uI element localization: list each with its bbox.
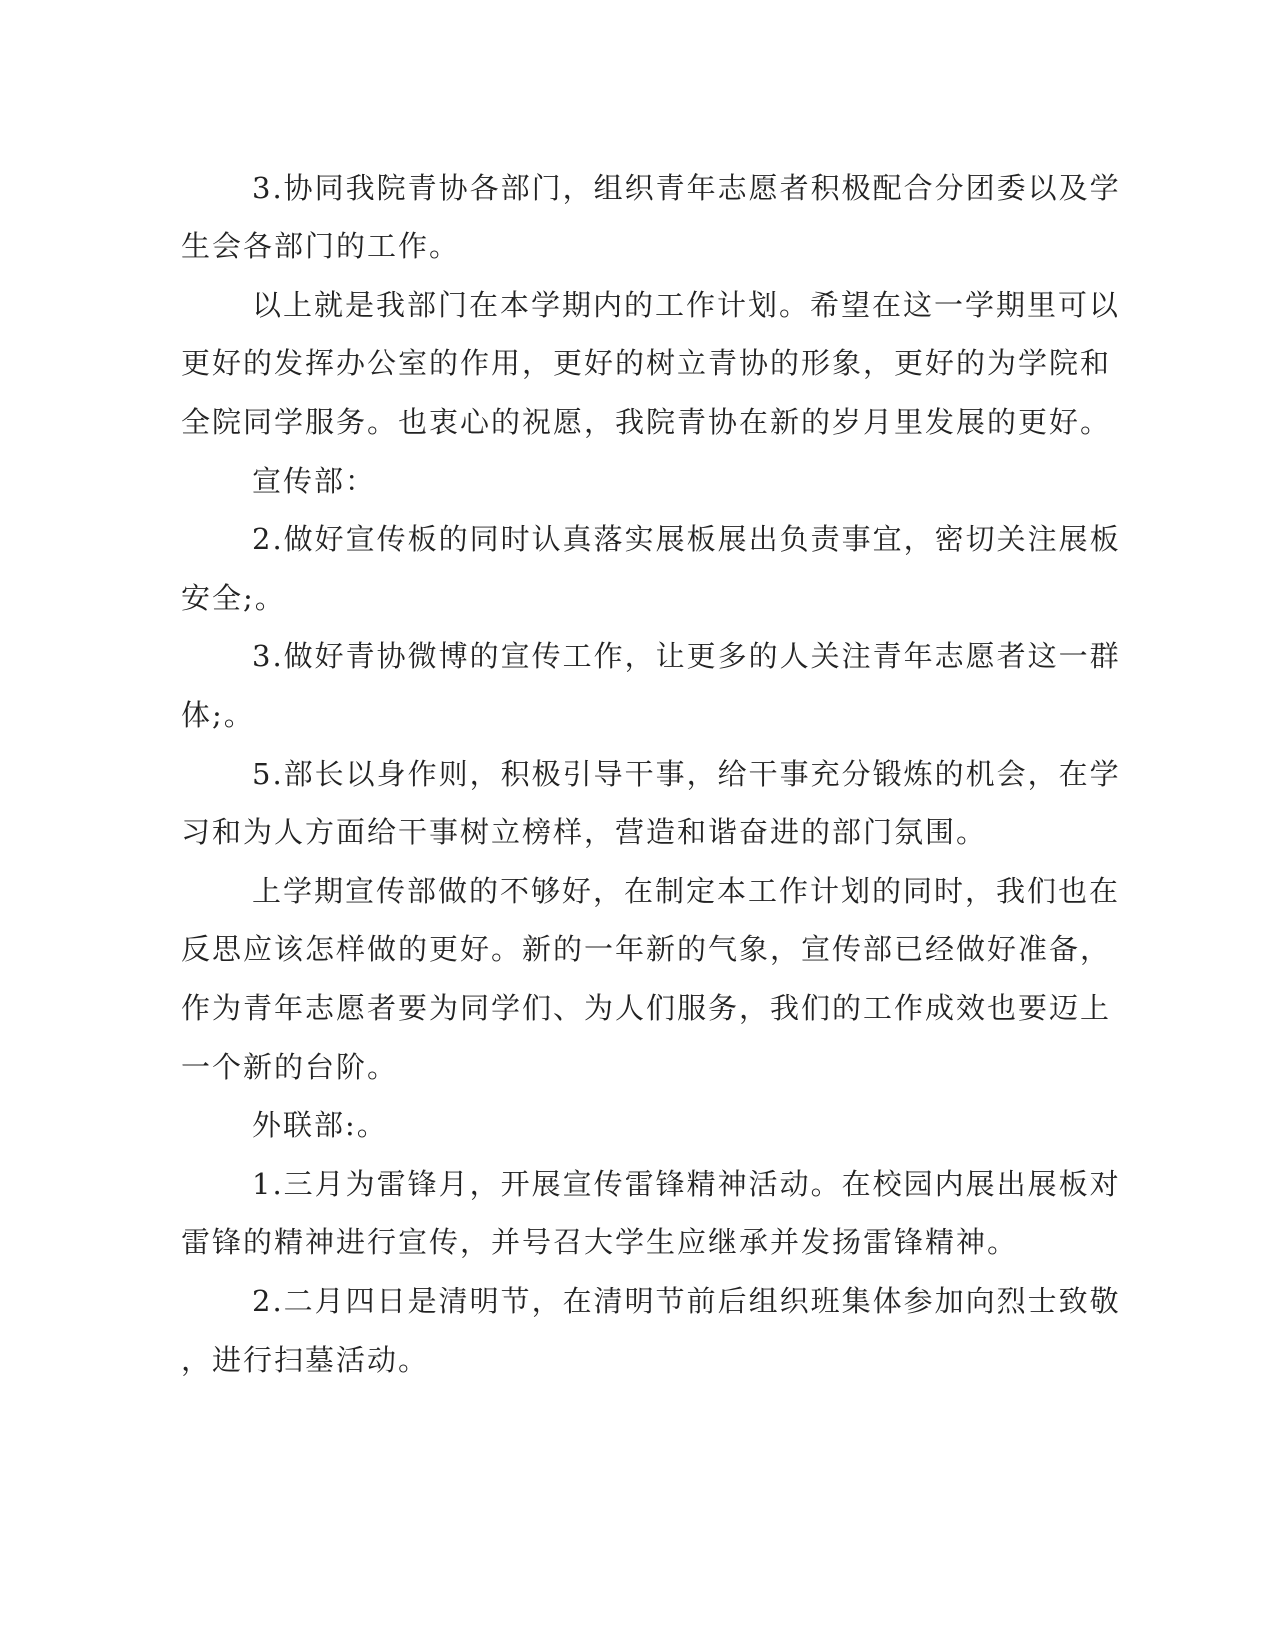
text-line: 上学期宣传部做的不够好，在制定本工作计划的同时，我们也在 (252, 874, 1121, 908)
text-line: ，进行扫墓活动。 (181, 1343, 430, 1377)
text-line: 习和为人方面给干事树立榜样，营造和谐奋进的部门氛围。 (181, 815, 988, 849)
text-line: 2.做好宣传板的同时认真落实展板展出负责事宜，密切关注展板 (252, 522, 1121, 556)
text-line: 雷锋的精神进行宣传，并号召大学生应继承并发扬雷锋精神。 (181, 1225, 1019, 1259)
section-heading: 宣传部： (252, 464, 377, 498)
text-line: 更好的发挥办公室的作用，更好的树立青协的形象，更好的为学院和 (181, 346, 1112, 380)
text-line: 以上就是我部门在本学期内的工作计划。希望在这一学期里可以 (252, 288, 1121, 322)
text-line: 2.二月四日是清明节，在清明节前后组织班集体参加向烈士致敬 (252, 1284, 1121, 1318)
text-line: 作为青年志愿者要为同学们、为人们服务，我们的工作成效也要迈上 (181, 991, 1112, 1025)
text-line: 3.做好青协微博的宣传工作，让更多的人关注青年志愿者这一群 (252, 639, 1121, 673)
text-line: 3.协同我院青协各部门，组织青年志愿者积极配合分团委以及学 (252, 171, 1121, 205)
text-line: 1.三月为雷锋月，开展宣传雷锋精神活动。在校园内展出展板对 (252, 1167, 1121, 1201)
text-line: 全院同学服务。也衷心的祝愿，我院青协在新的岁月里发展的更好。 (181, 405, 1112, 439)
text-line: 安全;。 (181, 581, 286, 615)
text-line: 5.部长以身作则，积极引导干事，给干事充分锻炼的机会，在学 (252, 757, 1121, 791)
section-heading: 外联部:。 (252, 1108, 388, 1142)
text-line: 反思应该怎样做的更好。新的一年新的气象，宣传部已经做好准备， (181, 932, 1112, 966)
text-line: 体;。 (181, 698, 255, 732)
text-line: 一个新的台阶。 (181, 1050, 399, 1084)
text-line: 生会各部门的工作。 (181, 229, 461, 263)
